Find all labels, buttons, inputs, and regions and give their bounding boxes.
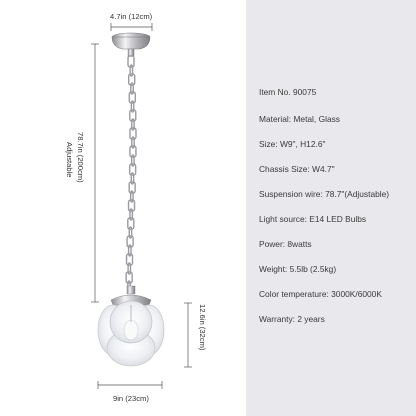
ceiling-canopy — [112, 33, 150, 56]
chain-adjustable-label: Adjustable — [65, 142, 74, 178]
spec-light-source: Light source: E14 LED Bulbs — [259, 214, 367, 224]
spec-chassis-size: Chassis Size: W4.7" — [259, 164, 335, 174]
top-dimension-line — [111, 23, 152, 31]
chain-length-label: 78.7in (200cm) — [76, 132, 85, 183]
spec-suspension-wire: Suspension wire: 78.7"(Adjustable) — [259, 189, 390, 199]
body-height-dimension-line — [184, 303, 192, 367]
spec-size: Size: W9", H12.6" — [259, 139, 326, 149]
body-width-label: 9in (23cm) — [113, 394, 149, 403]
spec-color-temperature: Color temperature: 3000K/6000K — [259, 289, 382, 299]
top-width-label: 4.7in (12cm) — [110, 12, 153, 21]
spec-weight: Weight: 5.5lb (2.5kg) — [259, 264, 337, 274]
spec-power: Power: 8watts — [259, 239, 312, 249]
spec-material: Material: Metal, Glass — [259, 114, 340, 124]
body-width-dimension-line — [98, 381, 162, 389]
spec-warranty: Warranty: 2 years — [259, 314, 325, 324]
suspension-chain — [126, 56, 136, 292]
lamp-shade — [98, 286, 164, 366]
chain-dimension-line — [91, 44, 99, 302]
spec-item-number: Item No. 90075 — [259, 87, 317, 97]
spec-panel — [246, 0, 416, 416]
body-height-label: 12.6in (32cm) — [198, 304, 207, 351]
